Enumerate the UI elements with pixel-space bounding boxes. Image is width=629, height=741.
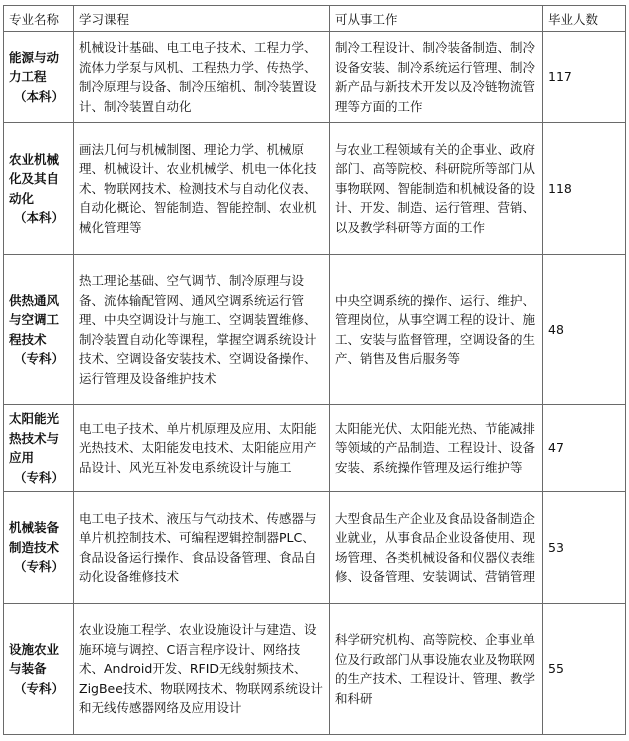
careers-cell: 中央空调系统的操作、运行、维护、管理岗位，从事空调工程的设计、施工、安装与监督管理，空调设备的生产、销售及售后服务等 (330, 255, 543, 405)
major-name-cell (4, 492, 74, 604)
header-courses: 学习课程 (74, 6, 330, 32)
degree-level: （本科） (13, 88, 64, 104)
graduates-cell: 55 (543, 604, 626, 735)
majors-table (3, 5, 626, 735)
degree-level: （专科） (13, 469, 64, 485)
major-name-cell (4, 405, 74, 492)
table-row (4, 123, 626, 255)
table-row (4, 405, 626, 492)
major-name: 供热通风与空调工程技术 (9, 292, 60, 347)
degree-level: （本科） (13, 210, 64, 225)
courses-cell: 机械设计基础、电工电子技术、工程力学、流体力学泵与风机、工程热力学、传热学、制冷原理与设备、制冷压缩机、制冷装置设计、制冷装置自动化 (74, 32, 330, 123)
table-row (4, 32, 626, 123)
careers-cell: 与农业工程领域有关的企事业、政府部门、高等院校、科研院所等部门从事物联网、智能制造和机械设备的设计、开发、制造、运行管理、营销、以及教学科研等方面的工作 (330, 123, 543, 255)
major-name: 农业机械化及其自动化 (9, 151, 60, 206)
major-name: 能源与动力工程 (9, 49, 60, 85)
majors-table-container (3, 5, 626, 735)
courses-cell: 农业设施工程学、农业设施设计与建造、设施环境与调控、C语言程序设计、网络技术、Android开发、RFID无线射频技术、ZigBee技术、物联网技术、物联网系统设计和无线传感器网络及应用设计 (74, 604, 330, 735)
careers-cell: 制冷工程设计、制冷装备制造、制冷设备安装、制冷系统运行管理、制冷新产品与新技术开发以及冷链物流管理等方面的工作 (330, 32, 543, 123)
careers-cell: 科学研究机构、高等院校、企事业单位及行政部门从事设施农业及物联网的生产技术、工程设计、管理、教学和科研 (330, 604, 543, 735)
major-name-cell (4, 604, 74, 735)
degree-level: （专科） (13, 559, 64, 575)
courses-cell: 电工电子技术、液压与气动技术、传感器与单片机控制技术、可编程逻辑控制器PLC、食品设备运行操作、食品设备管理、食品自动化设备维修技术 (74, 492, 330, 604)
graduates-cell: 47 (543, 405, 626, 492)
major-name-cell (4, 255, 74, 405)
degree-level: （专科） (13, 351, 64, 366)
major-name: 太阳能光热技术与应用 (9, 411, 60, 465)
major-name: 机械装备制造技术 (9, 520, 60, 555)
degree-level: （专科） (13, 680, 64, 696)
table-row (4, 255, 626, 405)
graduates-cell: 117 (543, 32, 626, 123)
graduates-cell: 48 (543, 255, 626, 405)
major-name: 设施农业与装备 (9, 641, 60, 677)
table-row (4, 604, 626, 735)
header-row (4, 6, 626, 32)
courses-cell: 热工理论基础、空气调节、制冷原理与设备、流体输配管网、通风空调系统运行管理、中央空调设计与施工、空调装置维修、制冷装置自动化等课程，掌握空调系统设计技术、空调设备安装技术、空调设备操作、运行管理及设备维护技术 (74, 255, 330, 405)
header-graduates: 毕业人数 (543, 6, 626, 32)
major-name-cell (4, 123, 74, 255)
header-careers: 可从事工作 (330, 6, 543, 32)
courses-cell: 电工电子技术、单片机原理及应用、太阳能光热技术、太阳能发电技术、太阳能应用产品设计、风光互补发电系统设计与施工 (74, 405, 330, 492)
header-major-name: 专业名称 (4, 6, 74, 32)
careers-cell: 太阳能光伏、太阳能光热、节能减排等领域的产品制造、工程设计、设备安装、系统操作管理及运行维护等 (330, 405, 543, 492)
graduates-cell: 118 (543, 123, 626, 255)
careers-cell: 大型食品生产企业及食品设备制造企业就业，从事食品企业设备使用、现场管理、各类机械设备和仪器仪表维修、设备管理、安装调试、营销管理 (330, 492, 543, 604)
table-row (4, 492, 626, 604)
major-name-cell (4, 32, 74, 123)
graduates-cell: 53 (543, 492, 626, 604)
courses-cell: 画法几何与机械制图、理论力学、机械原理、机械设计、农业机械学、机电一体化技术、物联网技术、检测技术与自动化仪表、自动化概论、智能制造、智能控制、农业机械化管理等 (74, 123, 330, 255)
